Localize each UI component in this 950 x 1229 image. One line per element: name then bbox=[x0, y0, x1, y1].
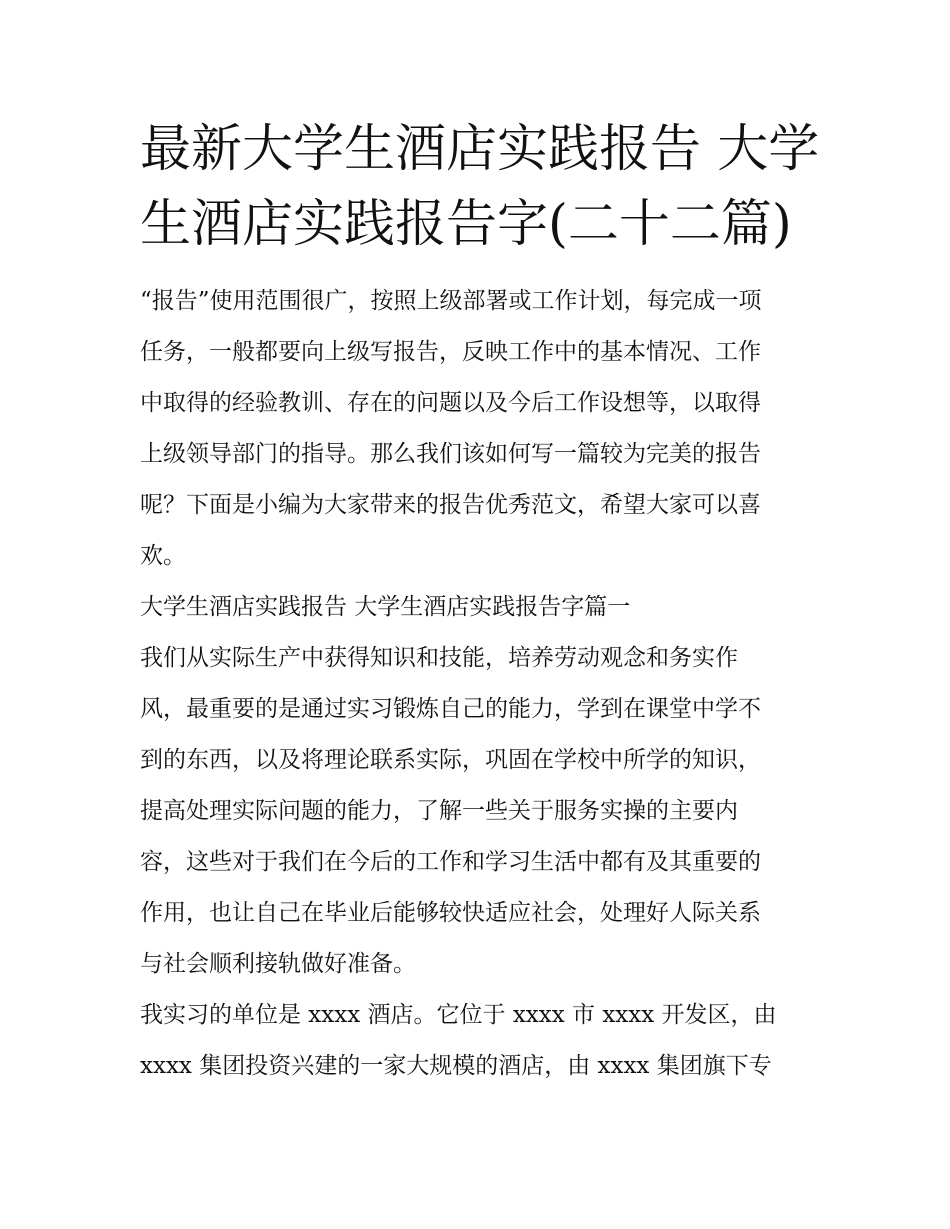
intro-line: 中取得的经验教训、存在的问题以及今后工作设想等，以取得 bbox=[140, 390, 761, 416]
paragraph-line: xxxx 集团投资兴建的一家大规模的酒店，由 xxxx 集团旗下专 bbox=[140, 1053, 772, 1079]
document-title bbox=[140, 112, 820, 262]
intro-line: 上级领导部门的指导。那么我们该如何写一篇较为完美的报告 bbox=[140, 441, 761, 467]
paragraph-line: 作用，也让自己在毕业后能够较快适应社会，处理好人际关系 bbox=[140, 900, 761, 926]
intro-line: 欢。 bbox=[140, 543, 186, 569]
paragraph-line: 提高处理实际问题的能力，了解一些关于服务实操的主要内 bbox=[140, 798, 738, 824]
body-paragraph-2 bbox=[140, 990, 820, 1092]
title-line: 最新大学生酒店实践报告 大学 bbox=[140, 120, 820, 179]
paragraph-line: 容，这些对于我们在今后的工作和学习生活中都有及其重要的 bbox=[140, 849, 761, 875]
title-line: 生酒店实践报告字(二十二篇) bbox=[140, 195, 792, 254]
paragraph-line: 我实习的单位是 xxxx 酒店。它位于 xxxx 市 xxxx 开发区，由 bbox=[140, 1002, 777, 1028]
paragraph-line: 我们从实际生产中获得知识和技能，培养劳动观念和务实作 bbox=[140, 645, 738, 671]
section-heading-text: 大学生酒店实践报告 大学生酒店实践报告字篇一 bbox=[140, 594, 631, 620]
paragraph-line: 到的东西，以及将理论联系实际，巩固在学校中所学的知识， bbox=[140, 747, 761, 773]
intro-line: 呢？下面是小编为大家带来的报告优秀范文，希望大家可以喜 bbox=[140, 492, 761, 518]
paragraph-line: 与社会顺利接轨做好准备。 bbox=[140, 951, 416, 977]
intro-line: 任务，一般都要向上级写报告，反映工作中的基本情况、工作 bbox=[140, 339, 761, 365]
intro-paragraph bbox=[140, 276, 820, 582]
intro-line: “报告”使用范围很广，按照上级部署或工作计划，每完成一项 bbox=[140, 288, 762, 314]
body-paragraph-1 bbox=[140, 633, 820, 990]
section-heading bbox=[140, 582, 820, 633]
paragraph-line: 风，最重要的是通过实习锻炼自己的能力，学到在课堂中学不 bbox=[140, 696, 761, 722]
